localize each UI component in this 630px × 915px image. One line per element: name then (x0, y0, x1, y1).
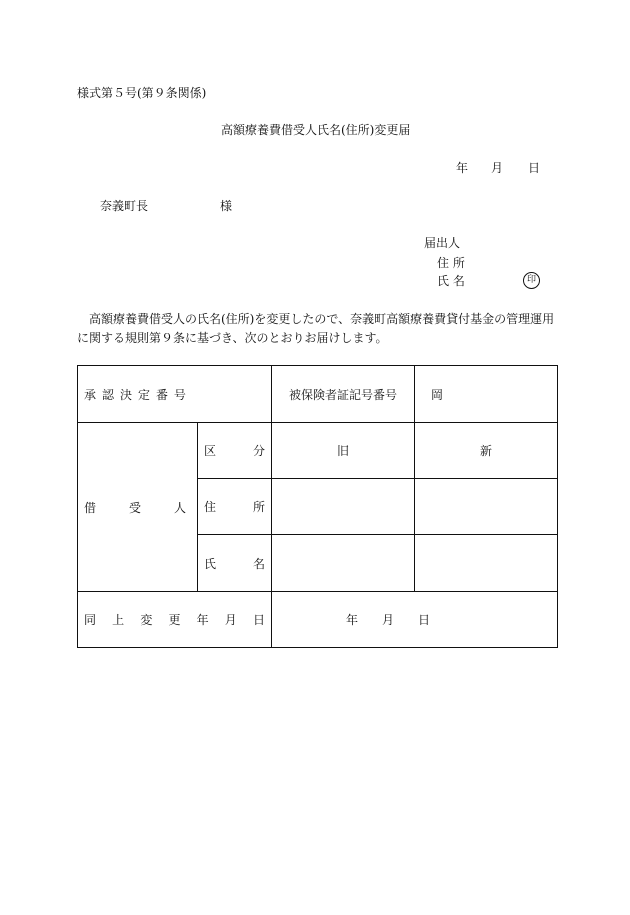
new-address-field[interactable] (415, 479, 558, 535)
document-title: 高額療養費借受人氏名(住所)変更届 (221, 123, 411, 137)
approval-number-label: 承 認 決 定 番 号 (78, 366, 272, 423)
change-date-month: 月 (382, 613, 395, 627)
form-number: 様式第５号(第９条関係) (77, 86, 207, 100)
applicant-address-label: 住 所 (437, 256, 465, 270)
date-day-label: 日 (528, 161, 541, 175)
old-column-header: 旧 (272, 423, 415, 479)
insured-card-number-label: 被保険者証記号番号 (272, 366, 415, 423)
insured-card-number-value[interactable]: 岡 (415, 366, 558, 423)
body-line-1: 高額療養費借受人の氏名(住所)を変更したので、奈義町高額療養費貸付基金の管理運用 (89, 312, 555, 326)
date-month-label: 月 (491, 161, 504, 175)
change-date-label: 同 上 変 更 年 月 日 (78, 592, 272, 648)
date-year-label: 年 (456, 161, 469, 175)
honorific: 様 (220, 199, 233, 213)
address-row-label: 住 所 (198, 479, 272, 535)
new-name-field[interactable] (415, 535, 558, 592)
seal-mark: 印 (523, 272, 540, 289)
old-name-field[interactable] (272, 535, 415, 592)
applicant-label: 届出人 (424, 236, 461, 250)
category-label: 区 分 (198, 423, 272, 479)
body-line-2: に関する規則第９条に基づき、次のとおりお届けします。 (77, 331, 388, 345)
new-column-header: 新 (415, 423, 558, 479)
change-date-day: 日 (418, 613, 431, 627)
change-date-value[interactable] (272, 592, 558, 648)
change-form-table (77, 365, 558, 648)
change-date-year: 年 (346, 613, 359, 627)
borrower-label: 借 受 人 (78, 423, 198, 592)
recipient: 奈義町長 (100, 199, 149, 213)
applicant-name-label: 氏 名 (437, 274, 465, 288)
body-text (77, 310, 562, 348)
name-row-label: 氏 名 (198, 535, 272, 592)
old-address-field[interactable] (272, 479, 415, 535)
